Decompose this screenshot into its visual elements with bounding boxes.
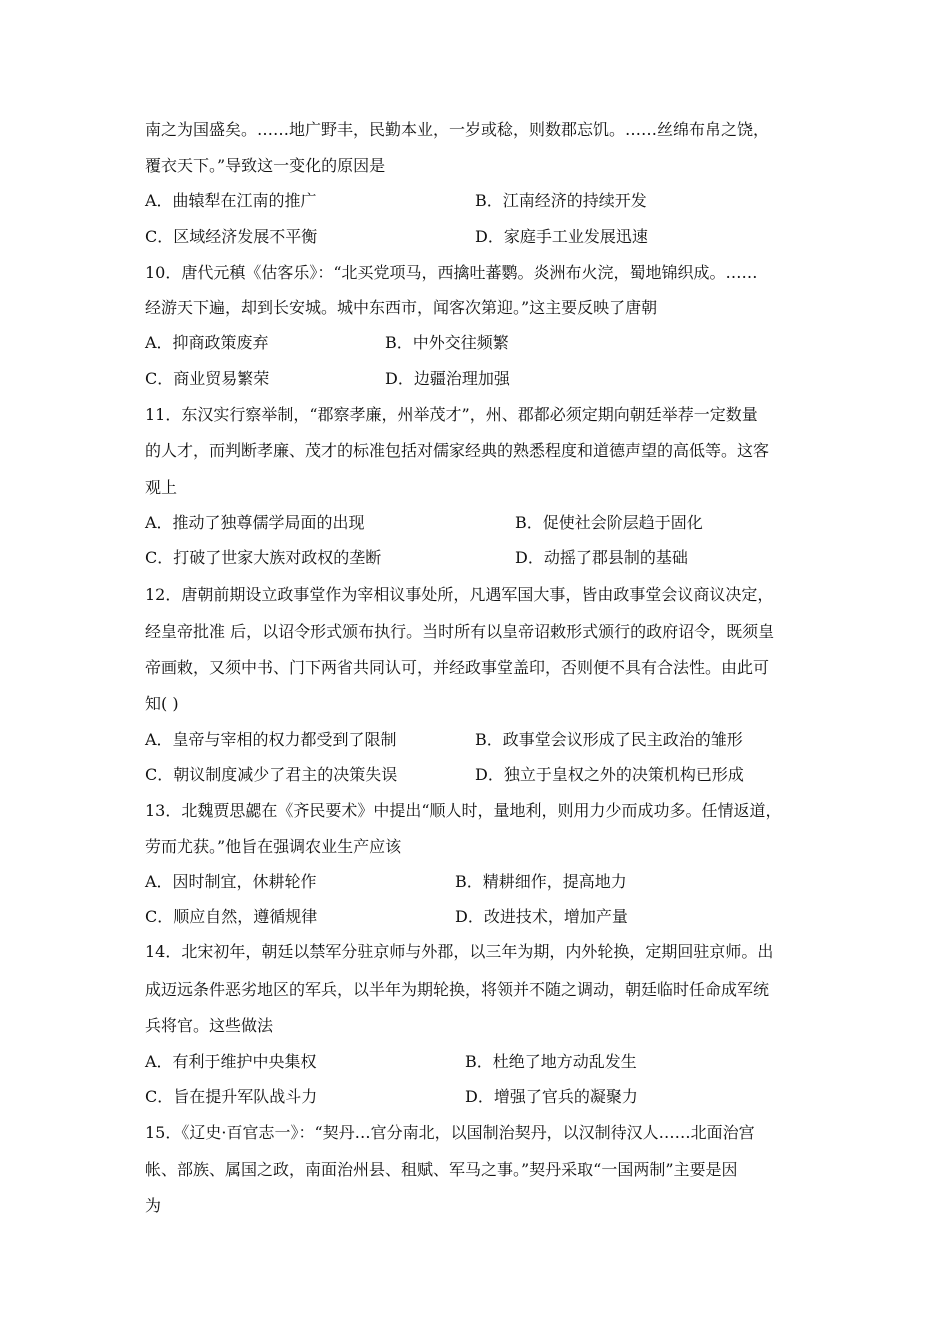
option-b: B．政事堂会议形成了民主政治的雏形 [475,730,743,749]
question-14-stem: 14．北宋初年，朝廷以禁军分驻京师与外郡，以三年为期，内外轮换，定期回驻京师。出 [145,942,774,961]
option-d: D．边疆治理加强 [385,369,510,388]
question-text-line: 帝画敕，又须中书、门下两省共同认可，并经政事堂盖印，否则便不具有合法性。由此可 [145,658,770,677]
option-a: A．抑商政策废弃 [145,333,269,352]
question-12-stem: 12．唐朝前期设立政事堂作为宰相议事处所，凡遇军国大事，皆由政事堂会议商议决定， [145,585,774,604]
question-text-line: 为 [145,1196,162,1215]
option-a: A．皇帝与宰相的权力都受到了限制 [145,730,397,749]
question-11-stem: 11．东汉实行察举制，“郡察孝廉，州举茂才”，州、郡都必须定期向朝廷举荐一定数量 [145,405,758,424]
option-c: C．商业贸易繁荣 [145,369,270,388]
option-b: B．精耕细作，提高地力 [455,872,627,891]
option-a: A．曲辕犁在江南的推广 [145,191,317,210]
option-c: C．打破了世家大族对政权的垄断 [145,548,382,567]
option-b: B．中外交往频繁 [385,333,509,352]
question-10-stem: 10．唐代元稹《估客乐》：“北买党项马，西擒吐蕃鹦。炎洲布火浣，蜀地锦织成。…… [145,263,758,282]
option-a: A．因时制宜，休耕轮作 [145,872,317,891]
option-c: C．顺应自然，遵循规律 [145,907,318,926]
option-a: A．有利于维护中央集权 [145,1052,317,1071]
option-c: C．区域经济发展不平衡 [145,227,318,246]
option-c: C．朝议制度减少了君主的决策失误 [145,765,398,784]
question-text-line: 南之为国盛矣。……地广野丰，民勤本业，一岁或稔，则数郡忘饥。……丝绵布帛之饶， [145,120,770,139]
option-d: D．增强了官兵的凝聚力 [465,1087,638,1106]
question-text-line: 成迈远条件恶劣地区的军兵，以半年为期轮换，将领并不随之调动，朝廷临时任命成军统 [145,980,770,999]
question-text-line: 兵将官。这些做法 [145,1016,274,1035]
question-text-line: 经皇帝批准 后，以诏令形式颁布执行。当时所有以皇帝诏敕形式颁行的政府诏令，既须皇 [145,622,775,641]
option-b: B．江南经济的持续开发 [475,191,647,210]
question-text-line: 观上 [145,478,178,497]
question-text-line: 的人才，而判断孝廉、茂才的标准包括对儒家经典的熟悉程度和道德声望的高低等。这客 [145,441,770,460]
option-b: B．促使社会阶层趋于固化 [515,513,703,532]
option-b: B．杜绝了地方动乱发生 [465,1052,637,1071]
option-c: C．旨在提升军队战斗力 [145,1087,318,1106]
question-text-line: 知( ) [145,694,179,713]
option-a: A．推动了独尊儒学局面的出现 [145,513,365,532]
option-d: D．独立于皇权之外的决策机构已形成 [475,765,744,784]
option-d: D．动摇了郡县制的基础 [515,548,688,567]
option-d: D．家庭手工业发展迅速 [475,227,648,246]
option-d: D．改进技术，增加产量 [455,907,628,926]
question-text-line: 帐、部族、属国之政，南面治州县、租赋、军马之事。”契丹采取“一国两制”主要是因 [145,1160,738,1179]
question-13-stem: 13．北魏贾思勰在《齐民要术》中提出“顺人时，量地利，则用力少而成功多。任情返道， [145,801,782,820]
question-text-line: 覆衣天下。”导致这一变化的原因是 [145,156,386,175]
question-15-stem: 15．《辽史·百官志一》：“契丹…官分南北，以国制治契丹，以汉制待汉人……北面治宫 [145,1123,755,1142]
question-text-line: 经游天下遍，却到长安城。城中东西市，闻客次第迎。”这主要反映了唐朝 [145,298,658,317]
question-text-line: 劳而尤获。”他旨在强调农业生产应该 [145,837,402,856]
